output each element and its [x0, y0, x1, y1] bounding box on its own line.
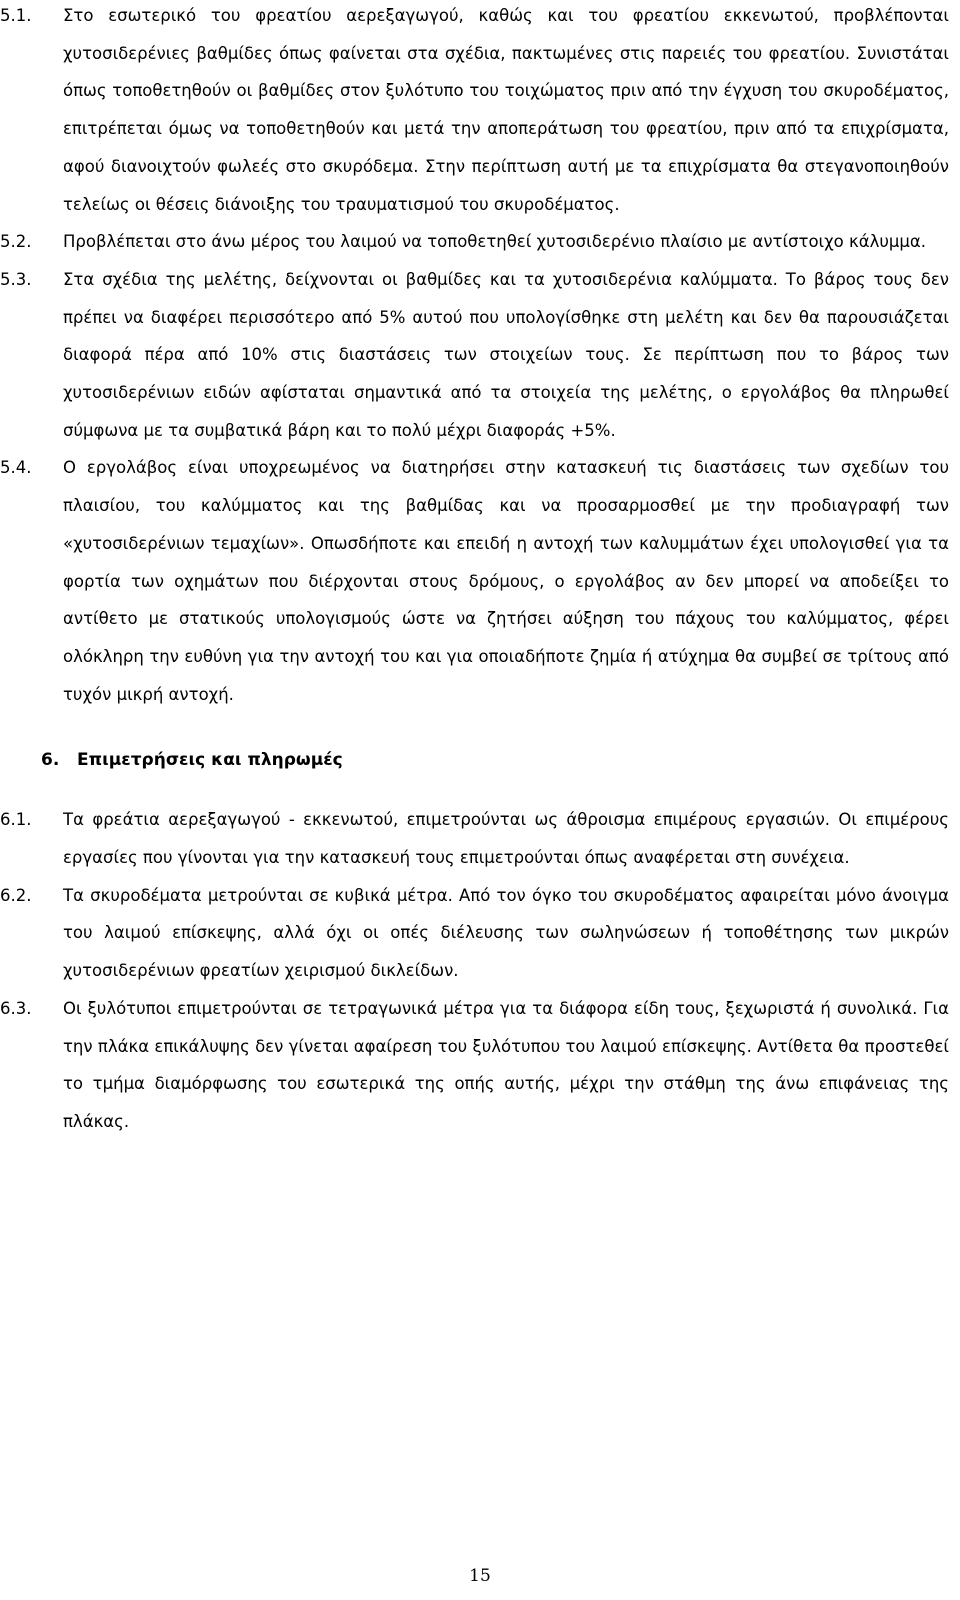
clause-number: 6.3. — [0, 998, 32, 1018]
section-6-heading: 6. Επιμετρήσεις και πληρωμές — [41, 750, 343, 771]
clause-6-3 — [0, 990, 949, 1141]
clause-number: 5.2. — [0, 232, 32, 252]
clause-5-1 — [0, 0, 949, 223]
section-6 — [0, 801, 960, 1140]
clause-text: Τα φρεάτια αερεξαγωγού - εκκενωτού, επιμετρούνται ως άθροισμα επιμέρους εργασιών. Οι επιμέρους εργασίες που γίνονται για την κατασκευή τους επιμετρούνται όπως αναφέρεται στη συνέχεια. — [63, 810, 949, 868]
clause-text: Προβλέπεται στο άνω μέρος του λαιμού να τοποθετηθεί χυτοσιδερένιο πλαίσιο με αντίστοιχο κάλυμμα. — [63, 232, 927, 252]
clause-number: 5.4. — [0, 458, 32, 478]
clause-number: 6.1. — [0, 810, 32, 830]
clause-number: 5.3. — [0, 269, 32, 289]
clause-6-1 — [0, 801, 949, 876]
clause-number: 6.2. — [0, 885, 32, 905]
clause-5-3 — [0, 261, 949, 450]
clause-text: Στα σχέδια της μελέτης, δείχνονται οι βαθμίδες και τα χυτοσιδερένια καλύμματα. Το βάρος τους δεν πρέπει να διαφέρει περισσότερο από 5% αυτού που υπολογίσθηκε στη μελέτη και δεν θα παρουσιάζεται διαφορά πέρα από 10% στις διαστάσεις των στοιχείων τους. Σε περίπτωση που το βάρος των χυτοσιδερένιων ειδών αφίσταται σημαντικά από τα στοιχεία της μελέτης, ο εργολάβος θα πληρωθεί σύμφωνα με τα συμβατικά βάρη και το πολύ μέχρι διαφοράς +5%. — [63, 269, 949, 440]
clause-text: Ο εργολάβος είναι υποχρεωμένος να διατηρήσει στην κατασκευή τις διαστάσεις των σχεδίων του πλαισίου, του καλύμματος και της βαθμίδας και να προσαρμοσθεί με την προδιαγραφή των «χυτοσιδερένιων τεμαχίων». Οπωσδήποτε και επειδή η αντοχή των καλυμμάτων έχει υπολογισθεί για τα φορτία των οχημάτων που διέρχονται στους δρόμους, ο εργολάβος αν δεν μπορεί να αποδείξει το αντίθετο με στατικούς υπολογισμούς ώστε να ζητήσει αύξηση του πάχους του καλύμματος, φέρει ολόκληρη την ευθύνη για την αντοχή του και για οποιαδήποτε ζημία ή ατύχημα θα συμβεί σε τρίτους από τυχόν μικρή αντοχή. — [63, 458, 949, 704]
clause-text: Οι ξυλότυποι επιμετρούνται σε τετραγωνικά μέτρα για τα διάφορα είδη τους, ξεχωριστά ή συνολικά. Για την πλάκα επικάλυψης δεν γίνεται αφαίρεση του ξυλότυπου του λαιμού επίσκεψης. Αντίθετα θα προστεθεί το τμήμα διαμόρφωσης του εσωτερικά της οπής αυτής, μέχρι την στάθμη της άνω επιφάνειας της πλάκας. — [63, 998, 949, 1131]
clause-text: Τα σκυροδέματα μετρούνται σε κυβικά μέτρα. Από τον όγκο του σκυροδέματος αφαιρείται μόνο άνοιγμα του λαιμού επίσκεψης, αλλά όχι οι οπές διέλευσης των σωληνώσεων ή τοποθέτησης των μικρών χυτοσιδερένιων φρεατίων χειρισμού δικλείδων. — [63, 885, 949, 981]
clause-5-4 — [0, 449, 949, 713]
section-5 — [0, 0, 960, 713]
clause-text: Στο εσωτερικό του φρεατίου αερεξαγωγού, καθώς και του φρεατίου εκκενωτού, προβλέπονται χυτοσιδερένιες βαθμίδες όπως φαίνεται στα σχέδια, πακτωμένες στις παρειές του φρεατίου. Συνιστάται όπως τοποθετηθούν οι βαθμίδες στον ξυλότυπο του τοιχώματος πριν από την έγχυση του σκυροδέματος, επιτρέπεται όμως να τοποθετηθούν και μετά την αποπεράτωση του φρεατίου, πριν από τα επιχρίσματα, αφού διανοιχτούν φωλεές στο σκυρόδεμα. Στην περίπτωση αυτή με τα επιχρίσματα θα στεγανοποιηθούν τελείως οι θέσεις διάνοιξης του τραυματισμού του σκυροδέματος. — [63, 6, 949, 214]
page-number: 15 — [469, 1566, 491, 1586]
clause-5-2 — [0, 223, 949, 261]
clause-6-2 — [0, 877, 949, 990]
clause-number: 5.1. — [0, 6, 32, 25]
